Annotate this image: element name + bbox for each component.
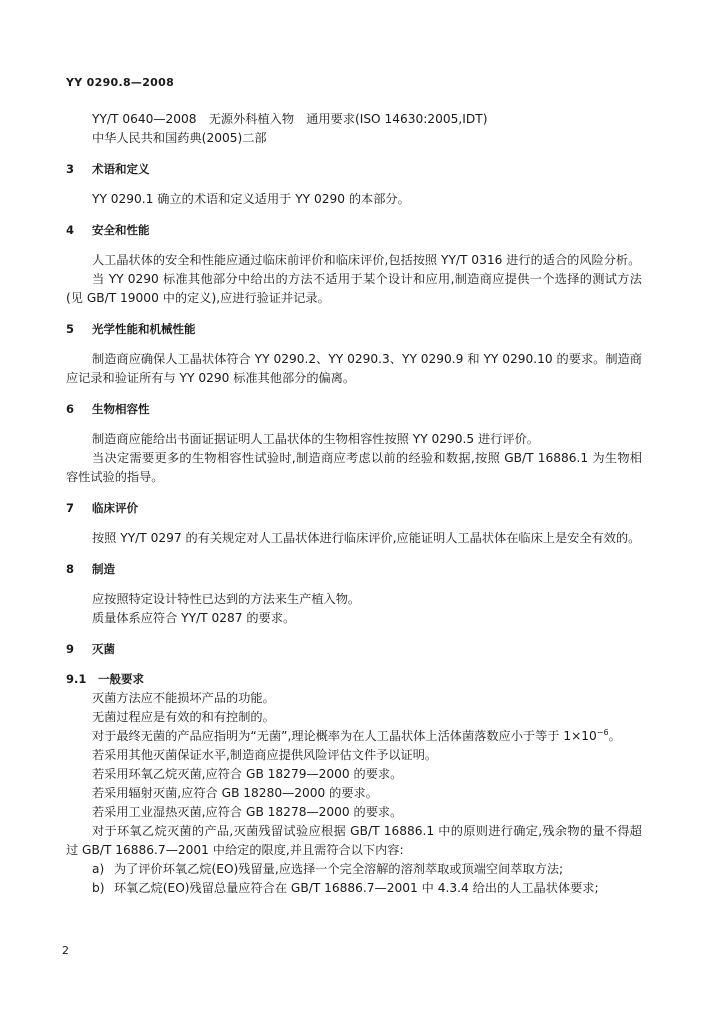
paragraph: YY 0290.1 确立的术语和定义适用于 YY 0290 的本部分。 <box>92 192 410 206</box>
section-heading-8 <box>66 560 642 579</box>
paragraph: 按照 YY/T 0297 的有关规定对人工晶状体进行临床评价,应能证明人工晶状体在临床上是安全有效的。 <box>92 531 641 545</box>
list-item <box>66 860 642 879</box>
section-title: 光学性能和机械性能 <box>92 322 196 336</box>
paragraph: 无菌过程应是有效的和有控制的。 <box>92 710 275 724</box>
paragraph: 当 YY 0290 标准其他部分中给出的方法不适用于某个设计和应用,制造商应提供一个选择的测试方法(见 GB/T 19000 中的定义),应进行验证并记录。 <box>66 272 642 305</box>
reference-item: YY/T 0640—2008 无源外科植入物 通用要求(ISO 14630:2005,IDT) <box>92 112 488 126</box>
paragraph: 当决定需要更多的生物相容性试验时,制造商应考虑以前的经验和数据,按照 GB/T 16886.1 为生物相容性试验的指导。 <box>66 451 642 484</box>
paragraph: 若采用环氧乙烷灭菌,应符合 GB 18279—2000 的要求。 <box>92 767 403 781</box>
section-heading-3 <box>66 160 642 179</box>
section-number: 7 <box>66 501 75 515</box>
section-title: 术语和定义 <box>92 162 150 176</box>
paragraph: 制造商应确保人工晶状体符合 YY 0290.2、YY 0290.3、YY 0290.9 和 YY 0290.10 的要求。制造商应记录和验证所有与 YY 0290 标准其他部分的偏离。 <box>66 352 642 385</box>
paragraph: 灭菌方法应不能损坏产品的功能。 <box>92 691 275 705</box>
paragraph: 对于环氧乙烷灭菌的产品,灭菌残留试验应根据 GB/T 16886.1 中的原则进行确定,残余物的量不得超过 GB/T 16886.7—2001 中给定的限度,并且需符合以下内容: <box>66 824 642 857</box>
section-number: 4 <box>66 223 75 237</box>
paragraph <box>66 727 642 746</box>
list-label: b) <box>92 881 105 895</box>
paragraph: 若采用辐射灭菌,应符合 GB 18280—2000 的要求。 <box>92 786 378 800</box>
section-number: 8 <box>66 562 75 576</box>
list-text: 环氧乙烷(EO)残留总量应符合在 GB/T 16886.7—2001 中 4.3.4 给出的人工晶状体要求; <box>114 881 599 895</box>
paragraph: 若采用其他灭菌保证水平,制造商应提供风险评估文件予以证明。 <box>92 748 438 762</box>
section-number: 9 <box>66 642 75 656</box>
section-heading-4 <box>66 221 642 240</box>
section-number: 6 <box>66 402 75 416</box>
section-heading-7 <box>66 499 642 518</box>
section-title: 生物相容性 <box>92 402 150 416</box>
paragraph: 质量体系应符合 YY/T 0287 的要求。 <box>92 611 296 625</box>
list-label: a) <box>92 862 105 876</box>
document-body <box>66 110 642 898</box>
section-heading-5 <box>66 320 642 339</box>
text-run: 对于最终无菌的产品应指明为“无菌”,理论概率为在人工晶状体上活体菌落数应小于等于 1×10 <box>92 729 597 743</box>
section-number: 5 <box>66 322 75 336</box>
section-heading-6 <box>66 400 642 419</box>
page-number: 2 <box>62 944 69 957</box>
paragraph: 应按照特定设计特性已达到的方法来生产植入物。 <box>92 592 361 606</box>
document-header: YY 0290.8—2008 <box>66 76 175 89</box>
section-title: 一般要求 <box>98 672 144 686</box>
section-title: 安全和性能 <box>92 223 150 237</box>
paragraph: 人工晶状体的安全和性能应通过临床前评价和临床评价,包括按照 YY/T 0316 进行的适合的风险分析。 <box>92 253 641 267</box>
paragraph: 制造商应能给出书面证据证明人工晶状体的生物相容性按照 YY 0290.5 进行评价。 <box>92 432 539 446</box>
section-title: 灭菌 <box>92 642 115 656</box>
subsection-heading-9-1 <box>66 670 642 689</box>
section-title: 临床评价 <box>92 501 138 515</box>
section-number: 9.1 <box>66 672 87 686</box>
list-item <box>66 879 642 898</box>
section-heading-9 <box>66 640 642 659</box>
paragraph: 若采用工业湿热灭菌,应符合 GB 18278—2000 的要求。 <box>92 805 403 819</box>
reference-item: 中华人民共和国药典(2005)二部 <box>92 131 267 145</box>
section-number: 3 <box>66 162 75 176</box>
text-run: 。 <box>608 729 621 743</box>
section-title: 制造 <box>92 562 115 576</box>
list-text: 为了评价环氧乙烷(EO)残留量,应选择一个完全溶解的溶剂萃取或顶端空间萃取方法; <box>114 862 564 876</box>
superscript: −6 <box>596 727 609 737</box>
